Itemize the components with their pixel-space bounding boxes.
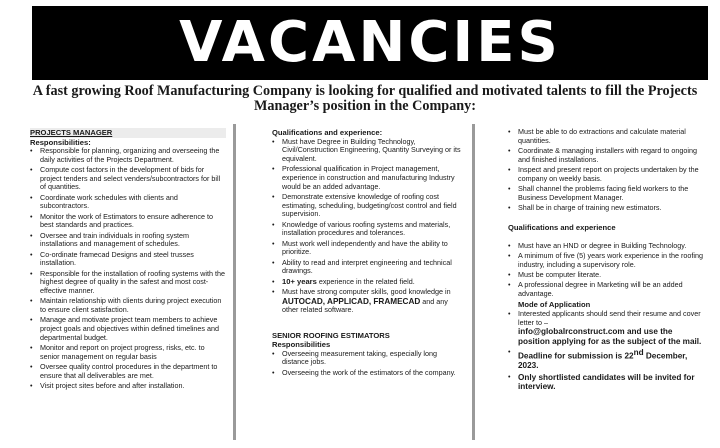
list-item: • Coordinate work schedules with clients and subcontractors. [30, 194, 226, 211]
list-item: • Inspect and present report on projects undertaken by the company on weekly basis. [508, 166, 706, 183]
list-item: • Co-ordinate framecad Designs and steel trusses installation. [30, 251, 226, 268]
list-item: • Shall channel the problems facing field workers to the Business Development Manager. [508, 185, 706, 202]
list-item: • Overseeing the work of the estimators of the company. [272, 369, 462, 378]
column-divider-right [472, 124, 475, 440]
years-highlight: 10+ years [282, 276, 317, 286]
list-item: • Maintain relationship with clients during project execution to ensure client satisfaction. [30, 297, 226, 314]
email-link[interactable]: info@globalrconstruct.com [518, 327, 625, 337]
list-item: • Monitor the work of Estimators to ensure adherence to best standards and practices. [30, 213, 226, 230]
list-item: • Compute cost factors in the development of bids for project tenders and select venders/subcontractors for bill of quantities. [30, 166, 226, 192]
email-instructions: and use the position applying for as the subject of the mail. [518, 327, 702, 346]
estimators-duties-list [508, 128, 706, 213]
qualifications-heading: Qualifications and experience: [272, 128, 383, 137]
list-item: • Responsible for planning, organizing and overseeing the daily activities of the Projects Department. [30, 147, 226, 164]
list-item [508, 310, 706, 347]
skills-text-post: and any other related software. [282, 296, 448, 315]
projects-manager-title: PROJECTS MANAGER [30, 128, 226, 138]
list-item: • Oversee quality control procedures in the department to ensure that all deliverables are met. [30, 363, 226, 380]
qualifications-column [272, 128, 462, 379]
mode-of-application-heading: Mode of Application [518, 300, 591, 310]
list-item [272, 288, 462, 315]
estimators-qualifications-list [508, 242, 706, 299]
software-highlight: AUTOCAD, APPLICAD, FRAMECAD [282, 296, 421, 306]
estimators-title: SENIOR ROOFING ESTIMATORS [272, 330, 390, 340]
application-text: Interested applicants should send their resume and cover letter to – [518, 308, 701, 327]
list-item [272, 278, 462, 287]
deadline-suffix: nd [633, 348, 644, 358]
list-item: • Visit project sites before and after installation. [30, 382, 226, 391]
deadline-text: Deadline for submission is 22 [518, 351, 634, 361]
list-item: • Responsible for the installation of roofing systems with the highest degree of quality in the safest and most cost-effective manner. [30, 270, 226, 296]
list-item: • Manage and motivate project team members to achieve project goals and objectives within defined timelines and departmental budget. [30, 316, 226, 342]
estimators-continued-column [508, 128, 706, 394]
skills-text-pre: Must have strong computer skills, good knowledge in [282, 286, 451, 296]
list-item: • Professional qualification in Project management, experience in construction and manufacturing Industry would be an added advantage. [272, 165, 462, 191]
list-item: • Coordinate & managing installers with regard to ongoing and finished installations. [508, 147, 706, 164]
list-item: • Must have Degree in Building Technology, Civil/Construction Engineering, Quantity Surveying or its equivalent. [272, 138, 462, 164]
deadline-date: December, 2023. [518, 351, 688, 371]
years-text: experience in the related field. [316, 276, 415, 286]
shortlist-note: Only shortlisted candidates will be invited for interview. [518, 372, 695, 392]
list-item: • Demonstrate extensive knowledge of roofing cost estimating, scheduling, budgeting/cost control and field supervision. [272, 193, 462, 219]
list-item: • Knowledge of various roofing systems and materials, installation procedures and tolerances. [272, 221, 462, 238]
list-item [508, 348, 706, 371]
spacer [272, 317, 462, 331]
list-item: • Shall be in charge of training new estimators. [508, 204, 706, 213]
list-item: • A minimum of five (5) years work experience in the roofing industry, including a supervisory role. [508, 252, 706, 269]
list-item: • A professional degree in Marketing will be an added advantage. [508, 281, 706, 298]
spacer [508, 214, 706, 223]
responsibilities-heading: Responsibilities: [30, 137, 91, 147]
estimators-qualifications-heading: Qualifications and experience [508, 223, 616, 233]
list-item: • Monitor and report on project progress, risks, etc. to senior management on regular basis [30, 344, 226, 361]
list-item: • Must have an HND or degree in Building Technology. [508, 242, 706, 251]
list-item: • Must be computer literate. [508, 271, 706, 280]
estimators-responsibilities-heading: Responsibilities [272, 340, 331, 350]
list-item: • Must be able to do extractions and calculate material quantities. [508, 128, 706, 145]
pm-qualifications-list [272, 138, 462, 316]
application-list [508, 310, 706, 392]
list-item: • Ability to read and interpret engineering and technical drawings. [272, 259, 462, 276]
list-item: • Must work well independently and have the ability to prioritize. [272, 240, 462, 257]
list-item: • Overseeing measurement taking, especially long distance jobs. [272, 350, 462, 367]
column-divider-left [233, 124, 236, 440]
estimators-responsibilities-list [272, 350, 462, 378]
pm-responsibilities-list [30, 147, 226, 391]
list-item: • Oversee and train individuals in roofing system installations and management of schedules. [30, 232, 226, 249]
vacancies-banner: VACANCIES [32, 6, 708, 80]
projects-manager-column [30, 128, 226, 392]
list-item [508, 373, 706, 392]
intro-text: A fast growing Roof Manufacturing Company is looking for qualified and motivated talents to fill the Projects Manager’s position in the Company: [32, 83, 698, 114]
